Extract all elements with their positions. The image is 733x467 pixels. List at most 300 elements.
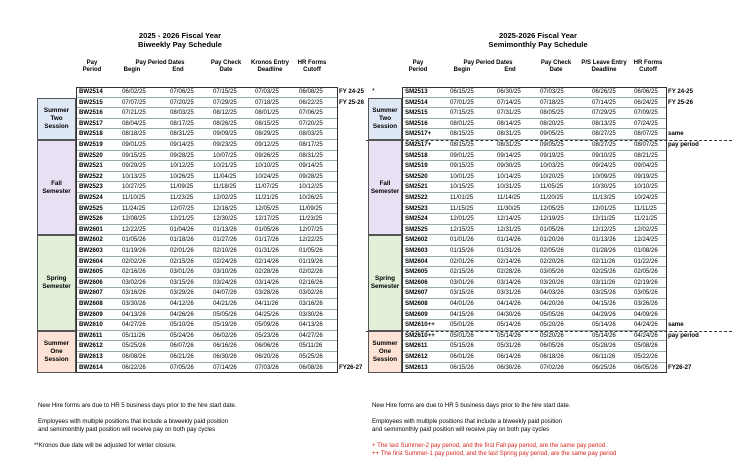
cell-begin: 08/15/25 xyxy=(450,130,474,138)
cell-end: 08/31/25 xyxy=(497,141,521,148)
shared-period-divider xyxy=(366,140,732,141)
cell-pp: SM2517+ xyxy=(405,130,432,138)
cell-end: 09/14/25 xyxy=(497,151,521,159)
cell-pp: SM2608 xyxy=(405,300,428,307)
cell-begin: 07/07/25 xyxy=(122,98,146,106)
cell-check: 11/20/25 xyxy=(540,194,564,201)
cell-pp: BW2514 xyxy=(79,88,103,95)
cell-hr: 04/09/26 xyxy=(634,310,658,318)
header-kronos-top: Kronos Entry xyxy=(250,60,289,66)
cell-leave: 03/25/26 xyxy=(592,289,616,297)
session-label: Summer xyxy=(372,339,398,347)
cell-kronos: 07/03/25 xyxy=(255,88,279,95)
session-summer_two xyxy=(37,98,76,140)
first-row-marker: * xyxy=(372,88,375,95)
cell-pp: BW2612 xyxy=(79,342,103,350)
cell-begin: 09/15/25 xyxy=(122,151,146,159)
cell-check: 12/05/25 xyxy=(540,204,564,212)
cell-hr: 06/05/26 xyxy=(634,363,658,371)
cell-begin: 07/01/25 xyxy=(450,98,474,106)
cell-kronos: 06/20/26 xyxy=(255,353,279,360)
header-end: End xyxy=(172,67,184,73)
cell-check: 11/04/25 xyxy=(213,172,237,180)
cell-end: 10/31/25 xyxy=(497,183,521,191)
cell-check: 07/14/26 xyxy=(213,363,237,371)
cell-hr: 08/21/25 xyxy=(634,151,658,159)
cell-begin: 01/05/26 xyxy=(122,236,146,244)
session-label: Summer xyxy=(372,106,398,114)
cell-check: 12/16/25 xyxy=(213,204,237,212)
cell-pp: BW2614 xyxy=(79,363,103,371)
cell-leave: 11/13/25 xyxy=(592,194,616,201)
header-pay-period xyxy=(74,60,110,74)
cell-end: 12/31/25 xyxy=(497,225,521,233)
cell-begin: 03/15/26 xyxy=(450,289,474,297)
cell-check: 06/05/26 xyxy=(540,342,564,350)
cell-pp: BW2601 xyxy=(79,225,103,233)
cell-end: 06/07/26 xyxy=(170,342,194,350)
cell-check: 09/09/25 xyxy=(213,130,237,138)
cell-hr: 12/07/25 xyxy=(299,225,323,233)
cell-check: 04/21/26 xyxy=(213,300,237,307)
row-tag: pay period xyxy=(668,331,699,339)
cell-end: 10/26/25 xyxy=(170,172,194,180)
cell-check: 11/05/25 xyxy=(540,183,564,191)
session-label: Session xyxy=(44,355,69,363)
cell-hr: 11/11/25 xyxy=(634,204,657,212)
cell-leave: 12/11/25 xyxy=(592,215,616,223)
biweekly-note-multi2: and semimonthly paid position will receive pay on both pay cycles xyxy=(38,426,216,433)
cell-end: 11/23/25 xyxy=(170,194,194,201)
header-kronos xyxy=(247,60,293,74)
cell-hr: 07/20/25 xyxy=(299,119,323,127)
cell-end: 12/21/25 xyxy=(170,215,194,223)
cell-pp: SM2605 xyxy=(405,268,428,276)
biweekly-title xyxy=(100,31,260,49)
cell-pp: SM2604 xyxy=(405,257,428,265)
cell-hr: 11/09/25 xyxy=(299,204,323,212)
cell-check: 08/26/25 xyxy=(213,119,237,127)
cell-end: 06/14/26 xyxy=(497,353,521,360)
semimonthly-note-red1: + The last Summer-2 pay period, and the first Fall pay period, are the same pay period. xyxy=(372,442,607,449)
cell-begin: 02/01/26 xyxy=(450,257,474,265)
cell-pp: SM2609 xyxy=(405,310,428,318)
cell-leave: 04/15/26 xyxy=(592,300,616,307)
session-label: Semester xyxy=(42,283,71,291)
header-pay-period-top: Pay xyxy=(86,60,98,66)
cell-hr: 07/09/25 xyxy=(634,109,658,117)
cell-begin: 05/25/26 xyxy=(122,342,146,350)
cell-begin: 12/08/25 xyxy=(122,215,146,223)
header-pay-period-dates: Pay Period Dates xyxy=(463,60,513,66)
header-leave-top: P/S Leave Entry xyxy=(581,60,627,66)
cell-check: 06/02/26 xyxy=(213,331,237,339)
cell-kronos: 01/31/26 xyxy=(255,247,279,254)
cell-begin: 04/15/26 xyxy=(450,310,474,318)
fiscal-year-tag: FY 24-25 xyxy=(339,88,364,95)
cell-pp: SM2606 xyxy=(405,278,428,286)
cell-hr: 05/08/26 xyxy=(634,342,658,350)
header-pay-check-bottom: Date xyxy=(219,67,233,73)
cell-hr: 09/14/25 xyxy=(299,162,323,170)
header-hr-bottom: Cutoff xyxy=(639,67,657,73)
cell-kronos: 01/17/26 xyxy=(255,236,279,244)
cell-check: 09/23/25 xyxy=(213,141,237,148)
cell-check: 11/18/25 xyxy=(213,183,237,191)
cell-begin: 12/22/25 xyxy=(122,225,146,233)
cell-end: 04/12/26 xyxy=(170,300,194,307)
cell-pp: SM2612 xyxy=(405,353,428,360)
cell-begin: 11/24/25 xyxy=(122,204,146,212)
cell-begin: 03/30/26 xyxy=(122,300,146,307)
cell-pp: BW2519 xyxy=(79,141,103,148)
cell-begin: 03/01/26 xyxy=(450,278,474,286)
cell-check: 10/03/25 xyxy=(540,162,564,170)
cell-end: 04/26/26 xyxy=(170,310,194,318)
cell-check: 01/20/26 xyxy=(540,236,564,244)
cell-leave: 01/13/26 xyxy=(592,236,616,244)
cell-end: 07/14/25 xyxy=(497,98,521,106)
header-pay-period-bottom: Period xyxy=(408,67,428,73)
cell-leave: 05/14/26 xyxy=(592,331,616,339)
cell-check: 06/30/26 xyxy=(213,353,237,360)
cell-hr: 01/22/26 xyxy=(634,257,658,265)
cell-end: 07/20/25 xyxy=(170,98,194,106)
cell-check: 01/27/26 xyxy=(213,236,237,244)
cell-end: 03/14/26 xyxy=(497,278,521,286)
biweekly-title-line2: Biweekly Pay Schedule xyxy=(138,40,222,49)
cell-pp: SM2521 xyxy=(405,183,428,191)
cell-check: 06/18/26 xyxy=(540,353,564,360)
cell-pp: BW2524 xyxy=(79,194,103,201)
row-tag: FY 25-26 xyxy=(668,98,693,106)
cell-begin: 02/15/26 xyxy=(450,268,474,276)
header-hr-forms xyxy=(294,60,330,74)
session-label: Semester xyxy=(370,187,400,195)
cell-check: 04/20/26 xyxy=(540,300,564,307)
session-label: Fall xyxy=(51,179,62,187)
cell-kronos: 02/14/26 xyxy=(255,257,279,265)
cell-begin: 08/15/25 xyxy=(450,141,474,148)
cell-check: 05/20/26 xyxy=(540,331,564,339)
cell-begin: 06/22/26 xyxy=(122,363,146,371)
cell-end: 08/31/25 xyxy=(170,130,194,138)
cell-begin: 08/18/25 xyxy=(122,130,146,138)
cell-kronos: 09/26/25 xyxy=(255,151,279,159)
cell-kronos: 11/07/25 xyxy=(255,183,279,191)
semimonthly-note-hire: New Hire forms are due to HR 5 business days prior to the hire start date. xyxy=(372,402,571,409)
cell-check: 03/05/26 xyxy=(540,268,564,276)
header-pay-check-bottom: Date xyxy=(549,67,563,73)
cell-pp: SM2613 xyxy=(405,363,428,371)
cell-pp: BW2521 xyxy=(79,162,103,170)
cell-end: 03/29/26 xyxy=(170,289,194,297)
cell-check: 12/02/25 xyxy=(213,194,237,201)
cell-check: 05/20/26 xyxy=(540,321,564,329)
cell-kronos: 12/05/25 xyxy=(255,204,279,212)
cell-end: 03/15/26 xyxy=(170,278,194,286)
cell-hr: 05/22/26 xyxy=(634,353,658,360)
cell-end: 04/14/26 xyxy=(497,300,521,307)
cell-begin: 10/27/25 xyxy=(122,183,146,191)
cell-pp: BW2604 xyxy=(79,257,103,265)
cell-kronos: 08/29/25 xyxy=(255,130,279,138)
cell-check: 09/05/25 xyxy=(540,130,564,138)
cell-hr: 04/13/26 xyxy=(299,321,323,329)
cell-end: 08/31/25 xyxy=(497,130,521,138)
cell-end: 09/30/25 xyxy=(497,162,521,170)
cell-end: 08/14/25 xyxy=(497,119,521,127)
biweekly-note-hire: New Hire forms are due to HR 5 business days prior to the hire start date. xyxy=(38,402,237,409)
cell-begin: 05/01/26 xyxy=(450,321,474,329)
cell-check: 07/02/26 xyxy=(540,363,564,371)
cell-begin: 12/01/25 xyxy=(450,215,474,223)
header-pay-period xyxy=(400,60,436,74)
cell-hr: 03/30/26 xyxy=(299,310,323,318)
cell-begin: 04/01/26 xyxy=(450,300,474,307)
header-hr-bottom: Cutoff xyxy=(303,67,321,73)
cell-hr: 01/19/26 xyxy=(299,257,323,265)
semimonthly-title xyxy=(458,31,618,49)
cell-hr: 02/05/26 xyxy=(634,268,658,276)
cell-pp: SM2602 xyxy=(405,236,428,244)
cell-pp: SM2610++ xyxy=(405,321,435,329)
cell-check: 01/13/26 xyxy=(213,225,237,233)
cell-pp: BW2523 xyxy=(79,183,103,191)
cell-check: 05/05/26 xyxy=(213,310,237,318)
cell-begin: 09/01/25 xyxy=(450,151,474,159)
cell-hr: 01/08/26 xyxy=(634,247,658,254)
cell-check: 05/19/26 xyxy=(213,321,237,329)
cell-hr: 10/26/25 xyxy=(299,194,323,201)
cell-hr: 08/07/25 xyxy=(634,141,658,148)
cell-kronos: 08/15/25 xyxy=(255,119,279,127)
cell-begin: 06/01/26 xyxy=(450,353,474,360)
cell-pp: SM2516 xyxy=(405,119,428,127)
cell-begin: 09/01/25 xyxy=(122,141,146,148)
cell-kronos: 04/25/26 xyxy=(255,310,279,318)
cell-begin: 11/15/25 xyxy=(450,204,474,212)
cell-pp: SM2520 xyxy=(405,172,428,180)
cell-end: 06/21/26 xyxy=(170,353,194,360)
cell-end: 05/14/26 xyxy=(497,321,521,329)
cell-hr: 09/28/25 xyxy=(299,172,323,180)
row-tag: FY 24-25 xyxy=(668,88,693,95)
session-summer_two xyxy=(368,98,402,140)
cell-hr: 03/05/26 xyxy=(634,289,658,297)
cell-end: 02/28/26 xyxy=(497,268,521,276)
cell-hr: 06/08/25 xyxy=(299,88,323,95)
cell-end: 01/18/26 xyxy=(170,236,194,244)
cell-leave: 01/28/26 xyxy=(592,247,616,254)
cell-pp: BW2603 xyxy=(79,247,103,254)
cell-kronos: 11/21/25 xyxy=(255,194,279,201)
cell-end: 05/31/26 xyxy=(497,342,521,350)
cell-hr: 06/22/25 xyxy=(299,98,323,106)
cell-begin: 03/02/26 xyxy=(122,278,146,286)
row-tag: same xyxy=(668,130,684,138)
cell-begin: 10/01/25 xyxy=(450,172,474,180)
shared-period-divider xyxy=(366,331,732,332)
cell-pp: BW2605 xyxy=(79,268,103,276)
cell-pp: BW2522 xyxy=(79,172,103,180)
cell-check: 12/30/25 xyxy=(213,215,237,223)
cell-pp: SM2522 xyxy=(405,194,428,201)
row-tag: FY26-27 xyxy=(668,363,692,371)
cell-check: 12/19/25 xyxy=(540,215,564,223)
cell-check: 04/03/26 xyxy=(540,289,564,297)
semimonthly-title-line2: Semimonthly Pay Schedule xyxy=(488,40,588,49)
session-label: One xyxy=(378,347,392,355)
cell-begin: 02/02/26 xyxy=(122,257,146,265)
cell-hr: 08/03/25 xyxy=(299,130,323,138)
cell-pp: SM2515 xyxy=(405,109,428,117)
cell-check: 07/29/25 xyxy=(213,98,237,106)
cell-end: 05/24/26 xyxy=(170,331,194,339)
cell-pp: BW2525 xyxy=(79,204,103,212)
session-fall xyxy=(368,140,402,235)
cell-hr: 01/05/26 xyxy=(299,247,323,254)
cell-kronos: 04/11/26 xyxy=(255,300,279,307)
cell-check: 07/15/25 xyxy=(213,88,237,95)
cell-kronos: 08/01/25 xyxy=(255,109,279,117)
cell-leave: 05/28/26 xyxy=(592,342,616,350)
cell-hr: 05/25/26 xyxy=(299,353,323,360)
session-label: Semester xyxy=(370,283,400,291)
cell-hr: 04/27/26 xyxy=(299,331,323,339)
cell-begin: 02/16/26 xyxy=(122,268,146,276)
cell-leave: 06/11/26 xyxy=(592,353,616,360)
header-hr-top: HR Forms xyxy=(297,60,327,66)
header-pay-period-dates: Pay Period Dates xyxy=(135,60,185,66)
semimonthly-note-red2: ++ The first Summer-1 pay period, and the last Spring pay period, are the same pay period xyxy=(372,450,617,457)
cell-hr: 12/24/25 xyxy=(634,236,658,244)
cell-begin: 01/01/26 xyxy=(450,236,474,244)
cell-begin: 08/01/25 xyxy=(450,119,474,127)
cell-pp: SM2607 xyxy=(405,289,428,297)
cell-kronos: 07/03/26 xyxy=(255,363,279,371)
session-label: One xyxy=(50,347,63,355)
cell-check: 08/05/25 xyxy=(540,109,564,117)
cell-begin: 11/10/25 xyxy=(122,194,146,201)
header-leave-entry xyxy=(576,60,632,74)
cell-pp: BW2520 xyxy=(79,151,103,159)
cell-pp: SM2523 xyxy=(405,204,428,212)
header-begin: Begin xyxy=(123,67,141,73)
session-fall xyxy=(37,140,76,235)
cell-end: 09/14/25 xyxy=(170,141,194,148)
cell-end: 12/14/25 xyxy=(497,215,521,223)
session-label: Spring xyxy=(375,275,395,283)
cell-check: 09/05/25 xyxy=(540,141,564,148)
cell-hr: 06/24/25 xyxy=(634,98,658,106)
cell-check: 01/05/26 xyxy=(540,225,564,233)
cell-check: 10/20/25 xyxy=(540,172,564,180)
cell-hr: 02/19/26 xyxy=(634,278,658,286)
fiscal-year-tag: FY26-27 xyxy=(339,363,363,371)
cell-hr: 03/02/26 xyxy=(299,289,323,297)
cell-begin: 09/15/25 xyxy=(450,162,474,170)
cell-hr: 11/23/25 xyxy=(299,215,323,223)
session-spring xyxy=(37,235,76,330)
cell-hr: 03/16/26 xyxy=(299,300,323,307)
cell-end: 05/14/26 xyxy=(497,331,521,339)
semimonthly-note-multi1: Employees with multiple positions that include a biweekly paid position xyxy=(372,418,563,425)
cell-pp: BW2517 xyxy=(79,119,103,127)
cell-check: 06/16/26 xyxy=(213,342,237,350)
cell-begin: 01/19/26 xyxy=(122,247,146,254)
cell-begin: 05/01/26 xyxy=(450,331,474,339)
cell-pp: BW2606 xyxy=(79,278,103,286)
cell-leave: 07/29/25 xyxy=(592,109,616,117)
cell-begin: 04/13/26 xyxy=(122,310,146,318)
cell-check: 08/12/25 xyxy=(213,109,237,117)
cell-hr: 08/07/25 xyxy=(634,130,658,138)
semimonthly-note-multi2: and semimonthly paid position will receive pay on both pay cycles xyxy=(372,426,550,433)
cell-end: 07/31/25 xyxy=(497,109,521,117)
cell-begin: 06/15/25 xyxy=(450,88,474,95)
header-hr-forms xyxy=(630,60,666,74)
header-begin: Begin xyxy=(453,67,471,73)
cell-begin: 06/15/26 xyxy=(450,363,474,371)
cell-kronos: 12/17/25 xyxy=(255,215,279,223)
cell-end: 07/05/26 xyxy=(170,363,194,371)
row-tag: same xyxy=(668,321,684,329)
cell-kronos: 07/18/25 xyxy=(255,98,279,106)
cell-end: 08/03/25 xyxy=(170,109,194,117)
cell-pp: SM2525 xyxy=(405,225,428,233)
cell-begin: 07/21/25 xyxy=(122,109,146,117)
cell-pp: BW2602 xyxy=(79,236,103,244)
cell-pp: SM2610++ xyxy=(405,331,435,339)
cell-check: 10/07/25 xyxy=(213,151,237,159)
header-leave-bottom: Deadline xyxy=(591,67,617,73)
cell-pp: BW2609 xyxy=(79,310,103,318)
cell-begin: 11/01/25 xyxy=(450,194,474,201)
cell-begin: 05/15/26 xyxy=(450,342,474,350)
cell-end: 11/14/25 xyxy=(497,194,521,201)
cell-check: 10/21/25 xyxy=(213,162,237,170)
session-label: Two xyxy=(378,114,392,122)
row-tag: pay period xyxy=(668,141,699,148)
session-summer_one xyxy=(37,331,76,373)
session-label: Two xyxy=(50,114,63,122)
cell-hr: 07/06/25 xyxy=(299,109,323,117)
cell-hr: 04/24/26 xyxy=(634,331,658,339)
cell-end: 02/14/26 xyxy=(497,257,521,265)
cell-begin: 07/15/25 xyxy=(450,109,474,117)
cell-kronos: 03/14/26 xyxy=(255,278,279,286)
cell-kronos: 06/06/26 xyxy=(255,342,279,350)
cell-begin: 05/11/26 xyxy=(122,331,146,339)
cell-pp: SM2517+ xyxy=(405,141,432,148)
cell-pp: BW2515 xyxy=(79,98,103,106)
cell-begin: 12/15/25 xyxy=(450,225,474,233)
biweekly-title-line1: 2025 - 2026 Fiscal Year xyxy=(138,31,222,40)
cell-hr: 12/02/25 xyxy=(634,225,658,233)
cell-end: 01/31/26 xyxy=(497,247,521,254)
cell-begin: 06/08/26 xyxy=(122,353,146,360)
header-pay-check xyxy=(205,60,247,74)
cell-end: 11/30/25 xyxy=(497,204,521,212)
cell-check: 02/05/26 xyxy=(540,247,564,254)
cell-leave: 12/01/25 xyxy=(592,204,616,212)
cell-leave: 10/09/25 xyxy=(592,172,616,180)
header-end: End xyxy=(504,67,516,73)
cell-kronos: 10/10/25 xyxy=(255,162,279,170)
cell-check: 02/24/26 xyxy=(213,257,237,265)
cell-pp: BW2607 xyxy=(79,289,103,297)
